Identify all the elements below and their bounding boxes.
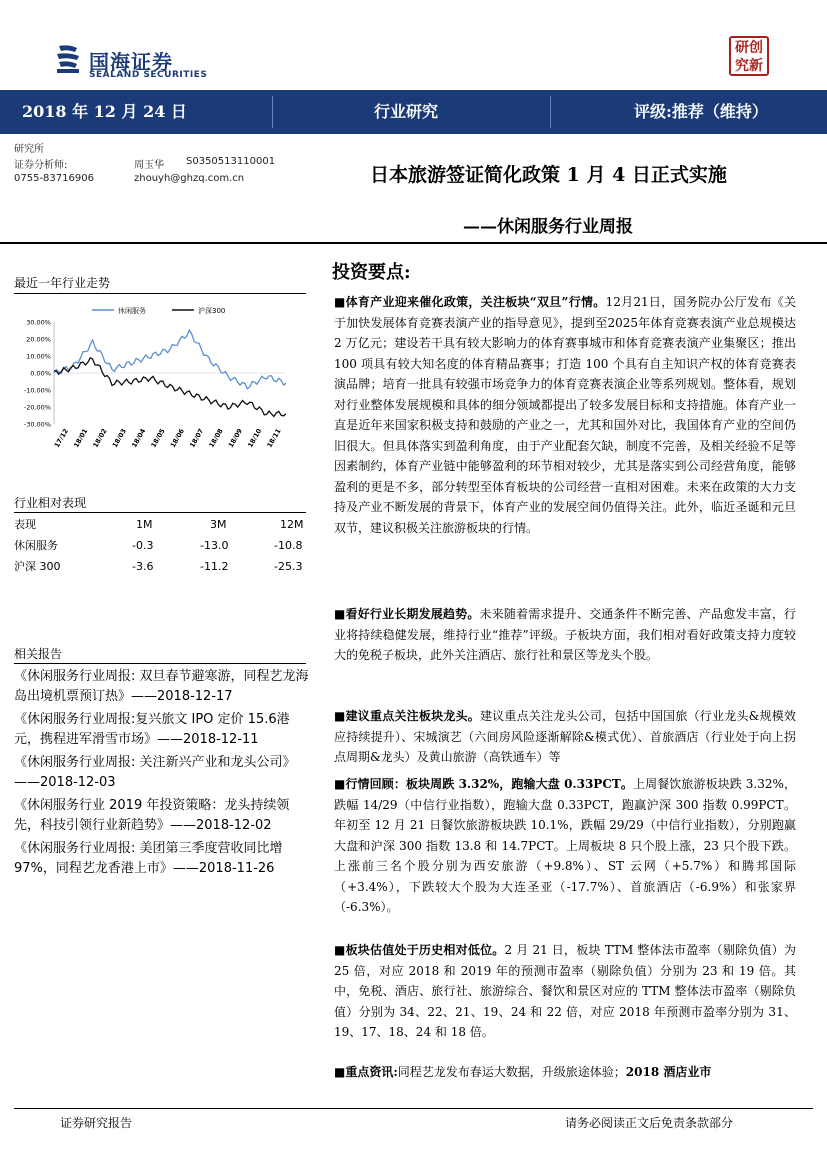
x-tick-label: 18/09 bbox=[226, 427, 244, 449]
analyst-email: zhouyh@ghzq.com.cn bbox=[134, 173, 245, 184]
banner-divider bbox=[550, 96, 551, 128]
highlight-paragraph: ■体育产业迎来催化政策，关注板块“双旦”行情。12月21日，国务院办公厅发布《关于加快发展体育竞赛表演产业的指导意见》，提到至2025年体育竞赛表演产业总规模达 2 万亿元；建设若干具有较大影响力的体育赛事城市和体育竞赛表演产业集聚区；推出 100 项具有较大知名度的体育精品赛事；打造 100 个具有自主知识产权的体育竞赛表演品牌；培育一批具有较强市场竞争力的体育竞赛表演企业等系列规划。整体看，规划对行业整体发展规模和具体的细分领域都提出了较多发展目标和支持措施。体育产业一直是近年来国家积极支持和鼓励的产业之一，尤其和国外对比，我国体育产业的空间仍旧很大。但具体落实到盈利角度，由于产业配套欠缺，制度不完善，及相关经验不足等因素制约，体育产业链中能够盈利的环节相对较少，尤其是落实到公司经营角度，能够盈利的更是不多，部分转型至体育板块的公司经营一直相对困难。未来在政策的大力支持及产业不断发展的背景下，体育产业的发展空间仍值得关注。此外，临近圣诞和元旦双节，建议积极关注旅游板块的行情。 bbox=[334, 295, 796, 535]
highlight-paragraph: ■板块估值处于历史相对低位。2 月 21 日，板块 TTM 整体法市盈率（剔除负值）为 25 倍，对应 2018 和 2019 年的预测市盈率（剔除负值）分别为 23 和 19 倍。其中，免税、酒店、旅行社、旅游综合、餐饮和景区对应的 TTM 整体法市盈率（剔除负值）分别为 34、22、21、19、24 和 22 倍，对应 2018 年预测市盈率分别为 31、19、17、18、24 和 18 倍。 bbox=[334, 943, 797, 1039]
report-type: 行业研究 bbox=[374, 102, 439, 121]
y-tick-label: -20.00% bbox=[23, 403, 51, 412]
x-tick-label: 18/05 bbox=[149, 427, 167, 449]
analyst-phone: 0755-83716906 bbox=[14, 173, 94, 184]
rating: 评级:推荐（维持） bbox=[634, 102, 768, 121]
y-axis bbox=[24, 319, 286, 429]
legend-label-series-2: 沪深300 bbox=[198, 307, 226, 315]
x-tick-label: 18/02 bbox=[91, 427, 109, 449]
footer-left: 证券研究报告 bbox=[60, 1116, 133, 1130]
logo-en-text: SEALAND SECURITIES bbox=[89, 70, 208, 80]
perf-row bbox=[14, 556, 306, 577]
research-seal-icon: 研创 究新 bbox=[729, 36, 769, 76]
perf-table bbox=[14, 514, 306, 577]
perf-row bbox=[14, 535, 306, 556]
y-tick-label: -30.00% bbox=[23, 420, 51, 429]
logo-cn-text: 国海证券 bbox=[89, 50, 173, 74]
y-tick-label: 30.00% bbox=[26, 318, 51, 327]
investment-highlights-heading: 投资要点: bbox=[332, 262, 411, 283]
x-tick-label: 18/07 bbox=[188, 427, 206, 449]
analyst-label: 证券分析师: bbox=[14, 160, 68, 171]
perf-header: 12M bbox=[280, 518, 304, 531]
perf-cell: -3.6 bbox=[132, 560, 154, 573]
related-report-link[interactable]: 《休闲服务行业 2019 年投资策略：龙头持续领先，科技引领行业新趋势》——2018-12-02 bbox=[14, 798, 290, 833]
highlight-paragraph: ■行情回顾：板块周跌 3.32%，跑输大盘 0.33PCT。上周餐饮旅游板块跌 3.32%，跌幅 14/29（中信行业指数），跑输大盘 0.33PCT，跑赢沪深 300 指数 0.99PCT。年初至 12 月 21 日餐饮旅游板块跌 10.1%，跌幅 29/29（中信行业指数），分别跑赢大盘和沪深 300 指数 13.8 和 14.7PCT。上周板块 8 只个股上涨，23 只个股下跌。上涨前三名个股分别为西安旅游（+9.8%）、ST 云网（+5.7%）和腾邦国际（+3.4%），下跌较大个股为大连圣亚（-17.7%）、首旅酒店（-6.9%）和张家界（-6.3%）。 bbox=[334, 777, 797, 914]
x-tick-label: 18/06 bbox=[168, 427, 186, 449]
perf-cell: -25.3 bbox=[274, 560, 303, 573]
perf-cell: -13.0 bbox=[200, 539, 229, 552]
related-report-link[interactable]: 《休闲服务行业周报:复兴旅文 IPO 定价 15.6港元，携程进军滑雪市场》——2018-12-11 bbox=[14, 712, 290, 747]
highlight-paragraph: ■重点资讯:同程艺龙发布春运大数据，升级旅途体验；2018 酒店业市 bbox=[334, 1065, 712, 1079]
series-line-2 bbox=[54, 358, 286, 417]
related-report-link[interactable]: 《休闲服务行业周报: 双旦春节避寒游，同程艺龙海岛出境机票预订热》——2018-12-17 bbox=[14, 669, 309, 704]
y-tick-label: 10.00% bbox=[26, 352, 51, 361]
x-tick-label: 17/12 bbox=[52, 427, 70, 449]
section-divider bbox=[14, 293, 306, 294]
x-axis bbox=[53, 427, 283, 449]
perf-cell: 休闲服务 bbox=[14, 539, 58, 552]
institute: 研究所 bbox=[14, 144, 44, 155]
perf-cell: -10.8 bbox=[274, 539, 303, 552]
section-divider bbox=[14, 663, 306, 664]
x-tick-label: 18/01 bbox=[72, 427, 90, 449]
title-divider bbox=[0, 242, 827, 244]
highlight-paragraph: ■建议重点关注板块龙头。建议重点关注龙头公司，包括中国国旅（行业龙头&规模效应持续提升）、宋城演艺（六间房风险逐渐解除&模式优）、首旅酒店（行业处于向上拐点周期&龙头）及黄山旅游（高铁通车）等 bbox=[334, 709, 796, 764]
report-subtitle: ——休闲服务行业周报 bbox=[463, 217, 633, 237]
logo-mark-icon bbox=[55, 44, 81, 74]
x-tick-label: 18/04 bbox=[130, 427, 148, 449]
trend-title: 最近一年行业走势 bbox=[14, 276, 111, 290]
perf-cell: -11.2 bbox=[200, 560, 229, 573]
report-date: 2018 年 12 月 24 日 bbox=[22, 102, 187, 121]
report-title: 日本旅游签证简化政策 1 月 4 日正式实施 bbox=[370, 164, 727, 186]
y-tick-label: 20.00% bbox=[26, 335, 51, 344]
perf-header: 1M bbox=[136, 518, 153, 531]
x-tick-label: 18/03 bbox=[110, 427, 128, 449]
header-banner bbox=[0, 90, 827, 134]
banner-divider bbox=[272, 96, 273, 128]
perf-header: 表现 bbox=[14, 518, 36, 531]
analyst-license: S0350513110001 bbox=[186, 156, 276, 167]
legend bbox=[92, 306, 225, 315]
related-report-link[interactable]: 《休闲服务行业周报: 关注新兴产业和龙头公司》——2018-12-03 bbox=[14, 755, 296, 790]
footer-right: 请务必阅读正文后免责条款部分 bbox=[565, 1116, 734, 1130]
legend-label-series-1: 休闲服务 bbox=[118, 307, 146, 315]
y-tick-label: -10.00% bbox=[23, 386, 51, 395]
related-report-link[interactable]: 《休闲服务行业周报: 美团第三季度营收同比增 97%，同程艺龙香港上市》——2018-11-26 bbox=[14, 841, 283, 876]
y-tick-label: 0.00% bbox=[30, 369, 51, 378]
highlight-paragraph: ■看好行业长期发展趋势。未来随着需求提升、交通条件不断完善、产品愈发丰富，行业将持续稳健发展，维持行业“推荐”评级。子板块方面，我们相对看好政策支持力度较大的免税子板块，此外关注酒店、旅行社和景区等龙头个股。 bbox=[334, 607, 796, 662]
section-divider bbox=[14, 512, 306, 513]
perf-header: 3M bbox=[210, 518, 227, 531]
analyst-name: 周玉华 bbox=[134, 160, 164, 171]
x-tick-label: 18/10 bbox=[246, 427, 264, 449]
reports-title: 相关报告 bbox=[14, 647, 63, 661]
perf-title: 行业相对表现 bbox=[14, 496, 87, 510]
series-lines bbox=[54, 330, 286, 417]
x-tick-label: 18/11 bbox=[265, 427, 283, 449]
perf-header-row bbox=[14, 514, 306, 535]
trend-chart bbox=[14, 296, 304, 476]
x-tick-label: 18/08 bbox=[207, 427, 225, 449]
footer-divider bbox=[14, 1108, 813, 1109]
perf-cell: 沪深 300 bbox=[14, 560, 61, 573]
perf-cell: -0.3 bbox=[132, 539, 154, 552]
